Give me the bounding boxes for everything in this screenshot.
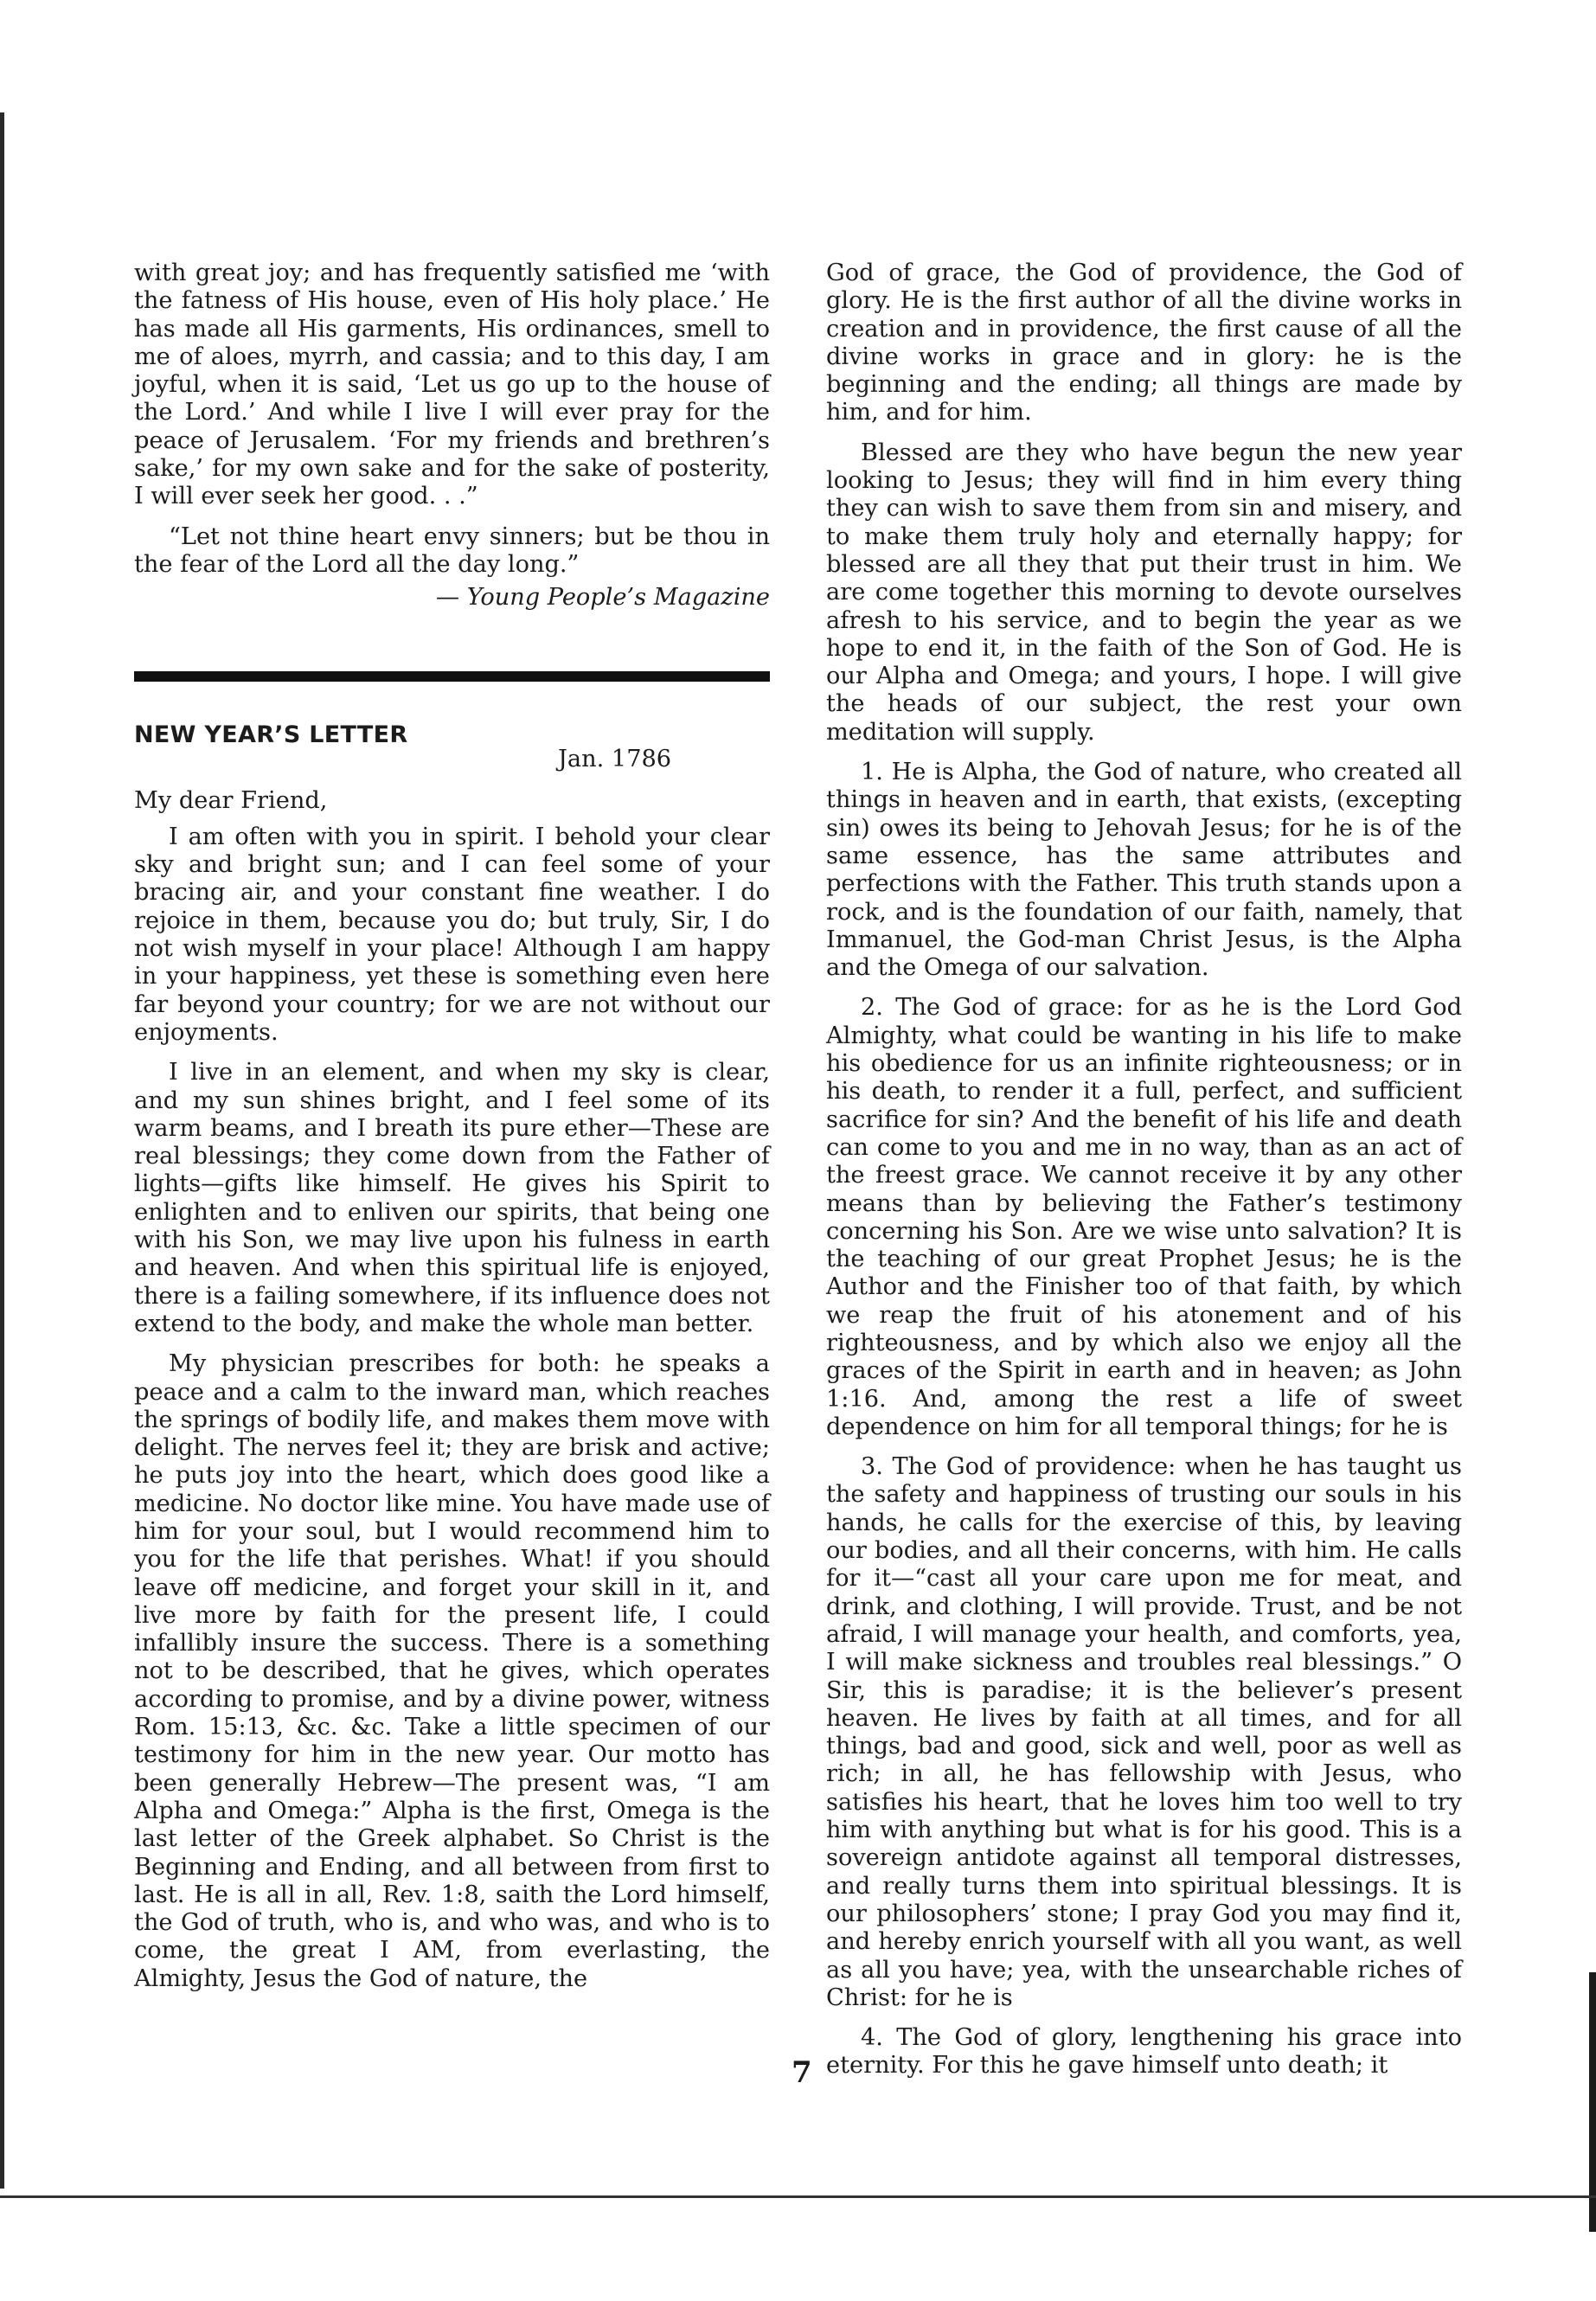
body-paragraph: 2. The God of grace: for as he is the Lord God Almighty, what could be wanting in his life to make his obedience for us an infinite righteousness; or in his death, to render it a full, perfect, and sufficient sacrifice for sin? And the benefit of his life and death can come to you and me in no way, than as an act of the freest grace. We cannot receive it by any other means than by believing the Father’s testimony concerning his Son. Are we wise unto salvation? It is the teaching of our great Prophet Jesus; he is the Author and the Finisher too of that faith, by which we reap the fruit of his atonement and of his righteousness, and by which also we enjoy all the graces of the Spirit in earth and in heaven; as John 1:16. And, among the rest a life of sweet dependence on him for all temporal things; for he is [826, 994, 1462, 1440]
letter-paragraph: I am often with you in spirit. I behold your clear sky and bright sun; and I can feel some of your bracing air, and your constant fine weather. I do rejoice in them, because you do; but truly, Sir, I do not wish myself in your place! Although I am happy in your happiness, yet these is something even here far beyond your country; for we are not without our enjoyments. [134, 823, 770, 1046]
letter-paragraph: My physician prescribes for both: he speaks a peace and a calm to the inward man, which reaches the springs of bodily life, and makes them move with delight. The nerves feel it; they are brisk and active; he puts joy into the heart, which does good like a medicine. No doctor like mine. You have made use of him for your soul, but I would recommend him to you for the life that perishes. What! if you should leave off medicine, and forget your skill in it, and live more by faith for the present life, I could infallibly insure the success. There is a something not to be described, that he gives, which operates according to promise, and by a divine power, witness Rom. 15:13, &c. &c. Take a little specimen of our testimony for him in the new year. Our motto has been generally Hebrew—The present was, “I am Alpha and Omega:” Alpha is the first, Omega is the last letter of the Greek alphabet. So Christ is the Beginning and Ending, and all between from first to last. He is all in all, Rev. 1:8, saith the Lord himself, the God of truth, who is, and who was, and who is to come, the great I AM, from everlasting, the Almighty, Jesus the God of nature, the [134, 1350, 770, 1992]
body-paragraph: 1. He is Alpha, the God of nature, who created all things in heaven and in earth, that exists, (excepting sin) owes its being to Jehovah Jesus; for he is of the same essence, has the same attributes and perfections with the Father. This truth stands upon a rock, and is the foundation of our faith, namely, that Immanuel, the God-man Christ Jesus, is the Alpha and the Omega of our salvation. [826, 759, 1462, 982]
page-number: 7 [792, 2055, 812, 2090]
right-column [826, 260, 1462, 2093]
quote-paragraph: with great joy; and has frequently satisfied me ‘with the fatness of His house, even of His holy place.’ He has made all His garments, His ordinances, smell to me of aloes, myrrh, and cassia; and to this day, I am joyful, when it is said, ‘Let us go up to the house of the Lord.’ And while I live I will ever pray for the peace of Jerusalem. ‘For my friends and brethren’s sake,’ for my own sake and for the sake of posterity, I will ever seek her good. . .” [134, 260, 770, 510]
quote-paragraph: “Let not thine heart envy sinners; but be thou in the fear of the Lord all the day long.” [134, 522, 770, 578]
body-paragraph: God of grace, the God of providence, the God of glory. He is the first author of all the divine works in creation and in providence, the first cause of all the divine works in grace and in glory: he is the beginning and the ending; all things are made by him, and for him. [826, 260, 1462, 426]
body-paragraph: 4. The God of glory, lengthening his grace into eternity. For this he gave himself unto death; it [826, 2024, 1462, 2080]
scan-edge-right [1589, 1972, 1596, 2232]
salutation: My dear Friend, [134, 786, 328, 814]
left-column [134, 260, 770, 2005]
section-divider [134, 671, 770, 682]
scan-edge-bottom [0, 2195, 1596, 2198]
attribution: — Young People’s Magazine [435, 584, 770, 612]
letter-title: NEW YEAR’S LETTER [134, 721, 408, 748]
letter-header [134, 721, 770, 782]
letter-paragraph: I live in an element, and when my sky is clear, and my sun shines bright, and I feel some of its warm beams, and I breath its pure ether—These are real blessings; they come down from the Father of lights—gifts like himself. He gives his Spirit to enlighten and to enliven our spirits, that being one with his Son, we may live upon his fulness in earth and heaven. And when this spiritual life is enjoyed, there is a failing somewhere, if its influence does not extend to the body, and make the whole man better. [134, 1059, 770, 1337]
body-paragraph: Blessed are they who have begun the new year looking to Jesus; they will find in him every thing they can wish to save them from sin and misery, and to make them truly holy and eternally happy; for blessed are all they that put their trust in him. We are come together this morning to devote ourselves afresh to his service, and to begin the year as we hope to end it, in the faith of the Son of God. He is our Alpha and Omega; and yours, I hope. I will give the heads of our subject, the rest your own meditation will supply. [826, 439, 1462, 746]
scan-edge-left [0, 112, 4, 2189]
letter-date: Jan. 1786 [558, 745, 672, 772]
body-paragraph: 3. The God of providence: when he has taught us the safety and happiness of trusting our souls in his hands, he calls for the exercise of this, by leaving our bodies, and all their concerns, with him. He calls for it—“cast all your care upon me for meat, and drink, and clothing, I will provide. Trust, and be not afraid, I will manage your health, and comforts, yea, I will make sickness and troubles real blessings.” O Sir, this is paradise; it is the believer’s present heaven. He lives by faith at all times, and for all things, bad and good, sick and well, poor as well as rich; in all, he has fellowship with Jesus, who satisfies his heart, that he loves him too well to try him with anything but what is for his good. This is a sovereign antidote against all temporal distresses, and really turns them into spiritual blessings. It is our philosophers’ stone; I pray God you may find it, and hereby enrich yourself with all you want, as well as all you have; yea, with the unsearchable riches of Christ: for he is [826, 1453, 1462, 2011]
